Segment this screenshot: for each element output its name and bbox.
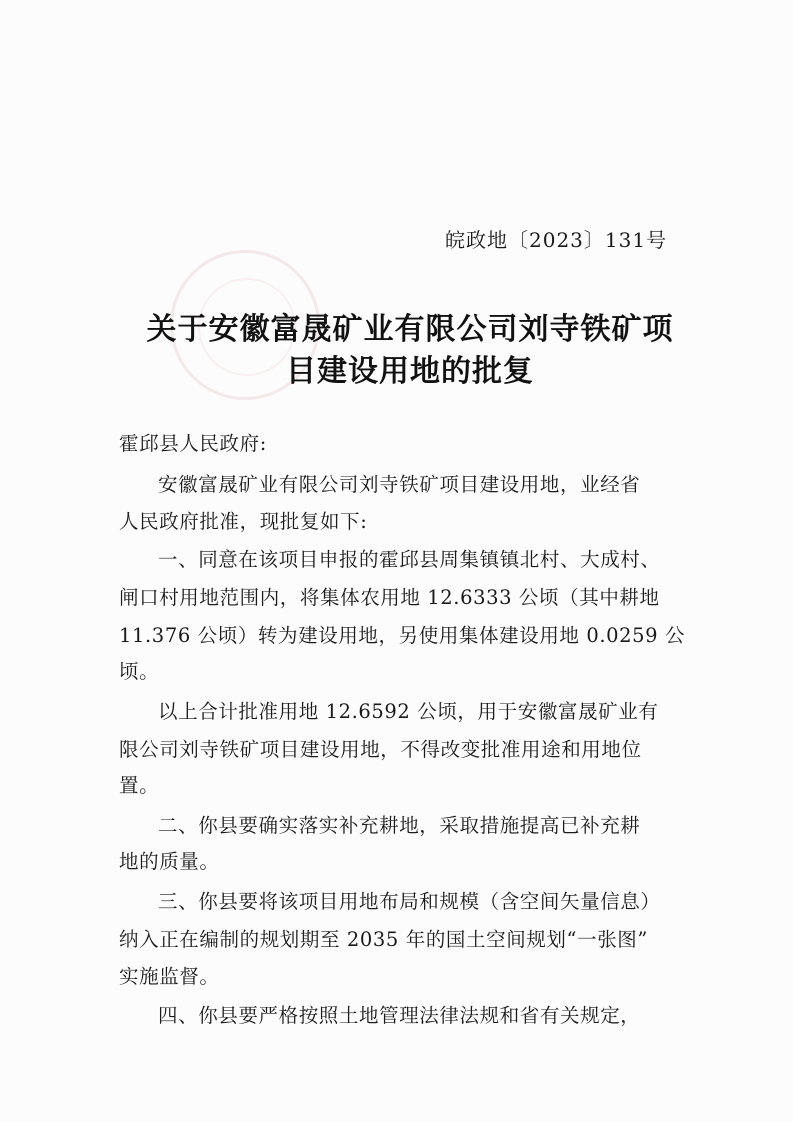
addressee: 霍邱县人民政府: [119, 432, 267, 455]
body-line: 一、同意在该项目申报的霍邱县周集镇镇北村、大成村、 [158, 548, 661, 571]
body-line: 11.376 公顷）转为建设用地，另使用集体建设用地 0.0259 公 [119, 624, 686, 647]
body-line: 置。 [119, 774, 160, 797]
body-line: 闸口村用地范围内，将集体农用地 12.6333 公顷（其中耕地 [119, 586, 660, 609]
document-number: 皖政地〔2023〕131号 [445, 228, 668, 252]
body-line: 四、你县要严格按照土地管理法律法规和省有关规定， [158, 1004, 641, 1027]
body-line: 地的质量。 [119, 850, 220, 873]
body-line: 纳入正在编制的规划期至 2035 年的国土空间规划“一张图” [119, 928, 648, 951]
body-line: 顷。 [119, 660, 160, 683]
body-line: 二、你县要确实落实补充耕地，采取措施提高已补充耕 [158, 814, 641, 837]
body-line: 安徽富晟矿业有限公司刘寺铁矿项目建设用地，业经省 [158, 473, 641, 496]
body-line: 实施监督。 [119, 965, 220, 988]
body-line: 限公司刘寺铁矿项目建设用地，不得改变批准用途和用地位 [119, 738, 642, 761]
body-line: 三、你县要将该项目用地布局和规模（含空间矢量信息） [158, 890, 661, 913]
body-line: 人民政府批准，现批复如下: [119, 510, 368, 533]
document-title-line-1: 关于安徽富晟矿业有限公司刘寺铁矿项 [146, 312, 674, 347]
body-line: 以上合计批准用地 12.6592 公顷，用于安徽富晟矿业有 [158, 700, 659, 723]
document-title-line-2: 目建设用地的批复 [286, 354, 534, 389]
